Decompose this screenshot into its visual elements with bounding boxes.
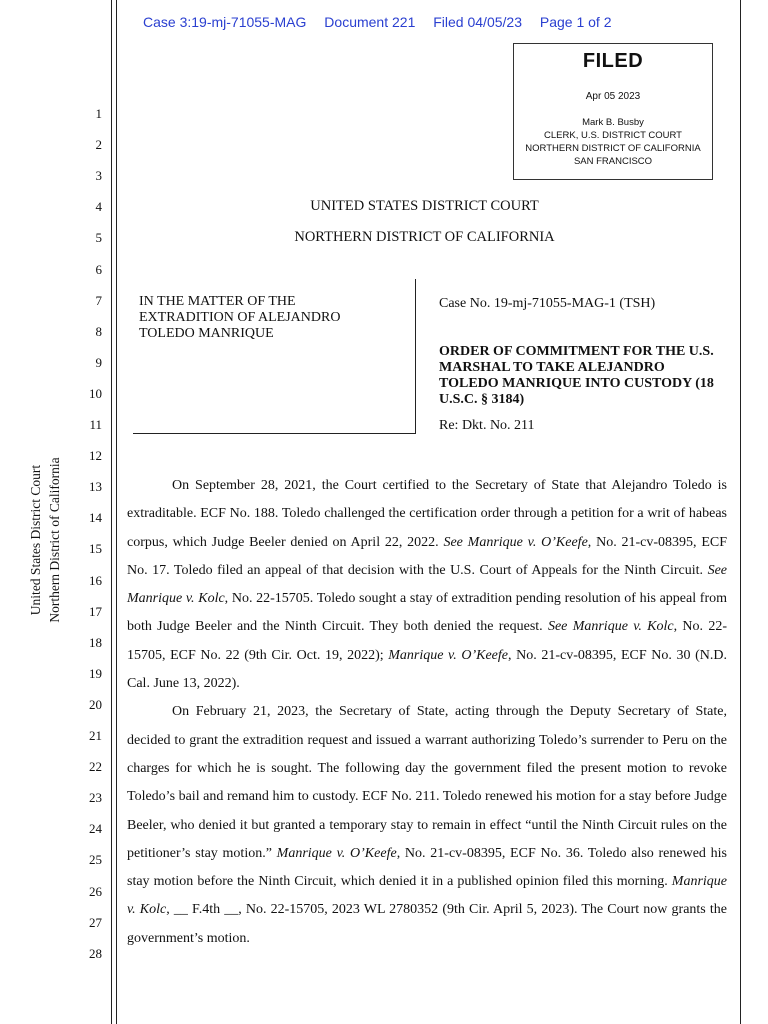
order-body [127,472,727,953]
court-name: UNITED STATES DISTRICT COURT [310,198,539,214]
clerk-line: Mark B. Busby [582,117,644,128]
header-case-number: Case 3:19-mj-71055-MAG [143,14,307,30]
line-number: 19 [89,665,102,681]
line-number: 27 [89,914,102,930]
line-number: 8 [95,323,102,339]
line-number: 12 [89,448,102,464]
body-text: , No. 22-15705, ECF No. 22 (9th Cir. Oct. 19, 2022); [127,619,727,663]
case-citation: Manrique v. O’Keefe [388,647,508,663]
body-paragraph [127,472,727,698]
body-text: On February 21, 2023, the Secretary of State, acting through the Deputy Secretary of State, decided to grant the extradition request and issued a warrant authorizing Toledo’s surrender to Peru on the charges for which he is sought. The following day the government filed the present motion to revoke Toledo’s bail and remand him to custody. ECF No. 211. Toledo renewed his motion for a stay before Judge Beeler, who denied it but granted a temporary stay to remain in effect “until the Ninth Circuit rules on the petitioner’s stay motion.” [127,704,727,861]
caption-divider-vertical [415,279,416,434]
sidebar-district: Northern District of California [47,457,62,623]
header-page-number: Page 1 of 2 [539,14,612,30]
case-citation: Manrique v. O’Keefe [276,845,397,861]
line-number: 25 [89,852,102,868]
line-number: 14 [89,510,102,526]
line-number: 1 [95,106,102,121]
left-margin-rule-1 [111,0,112,1024]
right-margin-rule [740,0,741,1024]
header-filed-date: Filed 04/05/23 [433,14,522,30]
filed-stamp-clerk [514,116,712,168]
line-number: 11 [89,417,102,432]
order-title: ORDER OF COMMITMENT FOR THE U.S. MARSHAL TO TAKE ALEJANDRO TOLEDO MANRIQUE INTO CUSTODY (18 U.S.C. § 3184) [439,344,714,407]
line-number: 18 [89,634,102,650]
line-number: 5 [95,230,102,246]
clerk-line: NORTHERN DISTRICT OF CALIFORNIA [525,143,701,154]
caption-line: EXTRADITION OF ALEJANDRO [139,310,341,325]
line-number: 16 [89,572,102,588]
line-number: 28 [89,945,102,961]
caption-divider-horizontal [133,433,416,434]
line-number: 9 [95,354,102,370]
line-number: 15 [89,541,102,557]
body-text: , __ F.4th __, No. 22-15705, 2023 WL 2780352 (9th Cir. April 5, 2023). The Court now grants the government’s motion. [127,902,727,946]
line-number: 26 [89,883,102,899]
line-number: 21 [89,728,102,743]
line-number: 23 [89,790,102,806]
line-number: 24 [89,821,102,837]
clerk-line: CLERK, U.S. DISTRICT COURT [544,130,682,141]
body-paragraph [127,698,727,953]
line-number: 7 [95,292,102,308]
case-number: Case No. 19-mj-71055-MAG-1 (TSH) [439,296,656,311]
filed-stamp [513,43,713,180]
body-text: On September 28, 2021, the Court certified to the Secretary of State that Alejandro Toledo is extraditable. ECF No. 188. Toledo challenged the certification order through a petition for a writ of habeas corpus, which Judge Beeler denied on April 22, 2022. [127,478,727,550]
caption-line: IN THE MATTER OF THE [139,294,296,309]
body-text: , No. 22-15705. Toledo sought a stay of extradition pending resolution of his appeal from both Judge Beeler and the Ninth Circuit. They both denied the request. [127,591,727,635]
sidebar-court-label [26,435,64,645]
clerk-line: SAN FRANCISCO [573,156,653,167]
filed-stamp-date: Apr 05 2023 [585,91,641,102]
case-citation: See Manrique v. Kolc [127,562,727,607]
court-district: NORTHERN DISTRICT OF CALIFORNIA [294,229,555,245]
header-document-number: Document 221 [324,14,416,30]
line-number: 10 [89,385,102,401]
filed-stamp-title: FILED [582,50,644,72]
document-header [143,14,626,30]
case-citation: Manrique v. Kolc [127,874,727,918]
line-number: 20 [89,696,102,712]
line-number: 3 [95,168,102,184]
line-number: 13 [89,479,102,495]
case-citation: See Manrique v. O’Keefe [443,534,588,550]
case-caption-parties [139,294,340,342]
case-citation: See Manrique v. Kolc [547,619,674,635]
left-margin-rule-2 [116,0,117,1024]
line-number: 2 [95,137,102,153]
line-number: 6 [95,261,102,277]
line-number: 22 [89,759,102,775]
docket-reference: Re: Dkt. No. 211 [439,418,535,433]
body-text: , No. 21-cv-08395, ECF No. 36. Toledo also renewed his stay motion before the Ninth Circuit, which denied it in a published opinion filed this morning. [127,845,728,890]
line-number: 17 [89,603,102,619]
body-text: , No. 21-cv-08395, ECF No. 30 (N.D. Cal. June 13, 2022). [127,647,727,692]
sidebar-court: United States District Court [28,464,43,616]
body-text: , No. 21-cv-08395, ECF No. 17. Toledo filed an appeal of that decision with the U.S. Court of Appeals for the Ninth Circuit. [127,534,727,578]
caption-line: TOLEDO MANRIQUE [139,326,274,341]
line-number: 4 [95,199,102,215]
